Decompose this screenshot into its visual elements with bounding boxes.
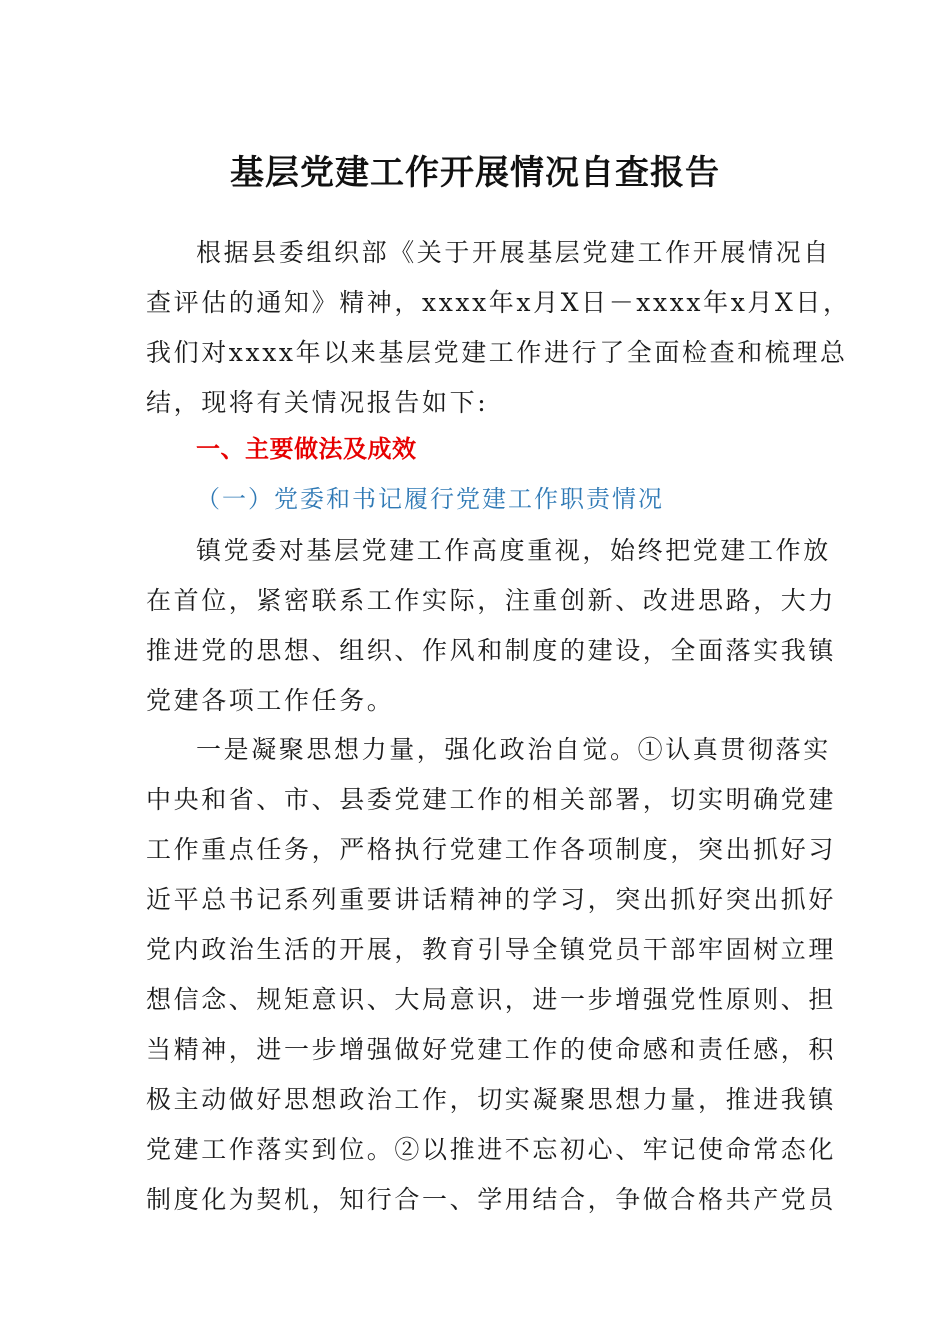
para2-line-5: 党内政治生活的开展，教育引导全镇党员干部牢固树立理 [146,935,837,964]
para2-line-1: 一是凝聚思想力量，强化政治自觉。①认真贯彻落实 [196,735,831,764]
para2-line-9: 党建工作落实到位。②以推进不忘初心、牢记使命常态化 [146,1135,837,1164]
para2-line-10: 制度化为契机，知行合一、学用结合，争做合格共产党员 [146,1185,837,1214]
para2-line-3: 工作重点任务，严格执行党建工作各项制度，突出抓好习 [146,835,837,864]
intro-line-3: 我们对xxxx年以来基层党建工作进行了全面检查和梳理总 [146,338,848,367]
para2-line-7: 当精神，进一步增强做好党建工作的使命感和责任感，积 [146,1035,837,1064]
para1-line-3: 推进党的思想、组织、作风和制度的建设，全面落实我镇 [146,636,837,665]
para2-line-2: 中央和省、市、县委党建工作的相关部署，切实明确党建 [146,785,837,814]
intro-line-2: 查评估的通知》精神，xxxx年x月X日－xxxx年x月X日， [146,288,851,317]
para1-line-1: 镇党委对基层党建工作高度重视，始终把党建工作放 [196,536,831,565]
para2-line-4: 近平总书记系列重要讲话精神的学习，突出抓好突出抓好 [146,885,837,914]
para1-line-4: 党建各项工作任务。 [146,686,395,715]
document-title: 基层党建工作开展情况自查报告 [230,153,720,193]
intro-line-1: 根据县委组织部《关于开展基层党建工作开展情况自 [196,238,831,267]
section-heading-1: 一、主要做法及成效 [196,435,417,463]
para2-line-6: 想信念、规矩意识、大局意识，进一步增强党性原则、担 [146,985,837,1014]
intro-line-4: 结，现将有关情况报告如下: [146,388,489,417]
para1-line-2: 在首位，紧密联系工作实际，注重创新、改进思路，大力 [146,586,837,615]
para2-line-8: 极主动做好思想政治工作，切实凝聚思想力量，推进我镇 [146,1085,837,1114]
subsection-heading-1: （一）党委和书记履行党建工作职责情况 [196,485,664,513]
